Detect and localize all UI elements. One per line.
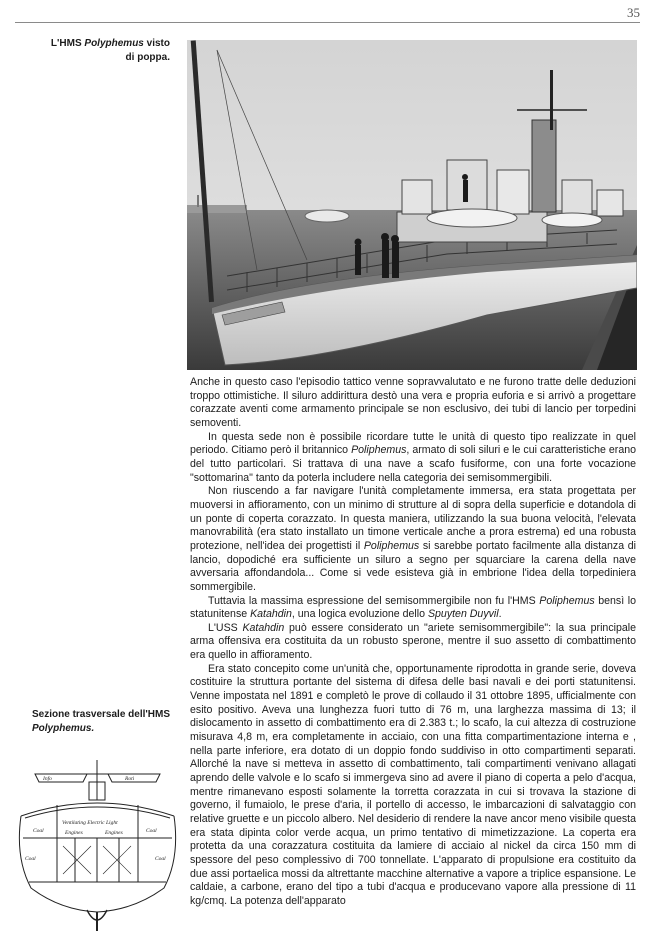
cross-section-drawing xyxy=(15,760,180,931)
italic-text: Poliphemus xyxy=(351,444,407,457)
text-run: , una logica evoluzione dello xyxy=(291,608,428,621)
text-run: Era stato concepito come un'unità che, opportunamente riprodotta in grande serie, doveva costituire la struttura portante del sistema di difesa delle basi navali e dei porti statunitensi. Venne impostata nel 1891 e completò le prove di collaudo il 31 ottobre 1895, ufficialmente con esito positivo. Aveva una lunghezza fuori tutto di 76 m, una larghezza massima di 13; il dislocamento in assetto di combattimento era di 2.383 t.; lo scafo, la cui altezza di costruzione misurava 4,8 m, era completamente in acciaio, con una fitta compartimentazione interna e , nella parte inferiore, era dotato di un doppio fondo suddiviso in otto compartimenti separati. Allorché la nave si metteva in assetto di combattimento, tali compartimenti venivano allagati aprendo delle valvole e lo scafo si immergeva sino ad avere il piano di coperta a pelo d'acqua, mentre rimanevano esposti solamente la torretta corazzata in cui si trovava la stazione di governo, il fumaiolo, le prese d'aria, il portello di accesso, le imbarcazioni di salvataggio con relative gruette e un piccolo albero. Nel desiderio di rendere la nave ancor meno visibile questa era stata dipinta color verde acqua, un primo tentativo di mimetizzazione. La coperta era protetta da una corazzatura costituita da lamiere di acciaio al nickel da circa 150 mm di spessore del peso complessivo di 700 tonnellate. L'apparato di propulsione era costituito da due assi portaelica mossi da altrettante macchine alternative a vapore a triplice espansione. Le caldaie, a carbone, erano del tipo a tubi d'acqua e producevano vapore alla pressione di 11 kg/cmq. La potenza dell'apparato xyxy=(190,662,636,907)
page-number: 35 xyxy=(627,5,640,20)
photo-caption-prefix: L'HMS xyxy=(50,38,85,49)
text-run: . xyxy=(498,608,502,621)
text-run: bensì lo statunitense xyxy=(190,594,636,621)
article-body xyxy=(190,376,636,909)
text-run: si sarebbe portato facilmente alla distanza di lancio, dopodiché era sufficiente un siluro a segno per squarciare la carena della nave avversaria affondandola... Come si vede esisteva già in embrione l'idea della torpediniera sommergibile. xyxy=(190,539,636,593)
italic-text: Katahdin xyxy=(242,621,285,634)
drawing-label-ventilation: Ventilating Electric Light xyxy=(62,820,118,826)
paragraph-4 xyxy=(190,595,636,622)
drawing-label-coal-right: Coal xyxy=(146,828,157,834)
paragraph-5 xyxy=(190,622,636,663)
italic-text: Katahdin xyxy=(250,608,292,621)
text-run: Non riuscendo a far navigare l'unità completamente immersa, era stata progettata per muoversi in affioramento, con un minimo di strutture al di sopra della superficie e dotandola di un ponte di coperta corazzato. In questa maniera, utilizzando la sua buona velocità, l'elevata manovrabilità (era stato installato un timone verticale anche a prora estrema) ed una robusta protezione, nell'idea dei progettisti il xyxy=(190,485,636,552)
italic-text: Spuyten Duyvil xyxy=(427,608,499,621)
paragraph-1 xyxy=(190,376,636,431)
italic-text: Poliphemus xyxy=(539,594,595,607)
text-run: , armato di soli siluri e le cui caratteristiche erano del tutto particolari. Si trattava di una nave a scafo fusiforme, con una forte vocazione "sottomarina" tanto da poterla includere nella categoria dei semisommergibili. xyxy=(190,444,636,484)
italic-text: Poliphemus xyxy=(363,539,420,552)
text-run: Anche in questo caso l'episodio tattico venne sopravvalutato e ne furono tratte delle deduzioni troppo ottimistiche. Il siluro addirittura destò una vera e propria euforia e si arrivò a progettare corazzate aventi come armamento principale se non esclusivo, dei tubi di lancio per torpedini semoventi. xyxy=(190,376,636,429)
photo-caption-suffix: visto di poppa. xyxy=(125,38,170,63)
drawing-label-roti: Roti xyxy=(125,776,135,782)
drawing-label-coal-left: Coal xyxy=(33,828,44,834)
paragraph-2 xyxy=(190,431,636,486)
text-run: Tuttavia la massima espressione del semisommergibile non fu l'HMS xyxy=(208,594,540,607)
drawing-label-engines-left: Engines xyxy=(65,830,83,836)
drawing-label-coal-lower-right: Coal xyxy=(155,856,166,862)
text-run: In questa sede non è possibile ricordare tutte le unità di questo tipo realizzate in quel periodo. Citiamo però il britannico xyxy=(190,430,636,457)
paragraph-3 xyxy=(190,485,636,594)
photo-caption xyxy=(40,37,170,65)
drawing-label-coal-lower-left: Coal xyxy=(25,856,36,862)
section-caption-ship-name: Polyphemus. xyxy=(32,723,95,734)
drawing-label-info: Info xyxy=(43,776,52,782)
section-caption-line: Sezione trasversale dell'HMS xyxy=(32,709,170,720)
text-run: L'USS xyxy=(208,621,243,634)
photo-caption-ship-name: Polyphemus xyxy=(84,38,144,49)
drawing-label-engines-right: Engines xyxy=(105,830,123,836)
header-rule xyxy=(15,22,640,23)
ship-photograph xyxy=(187,40,637,370)
section-caption xyxy=(32,708,182,736)
paragraph-6 xyxy=(190,663,636,909)
text-run: può essere considerato un "ariete semisommergibile": la sua principale arma offensiva era costituita da un robusto sperone, mentre il suo assetto di combattimento era quello in affioramento. xyxy=(190,621,637,662)
